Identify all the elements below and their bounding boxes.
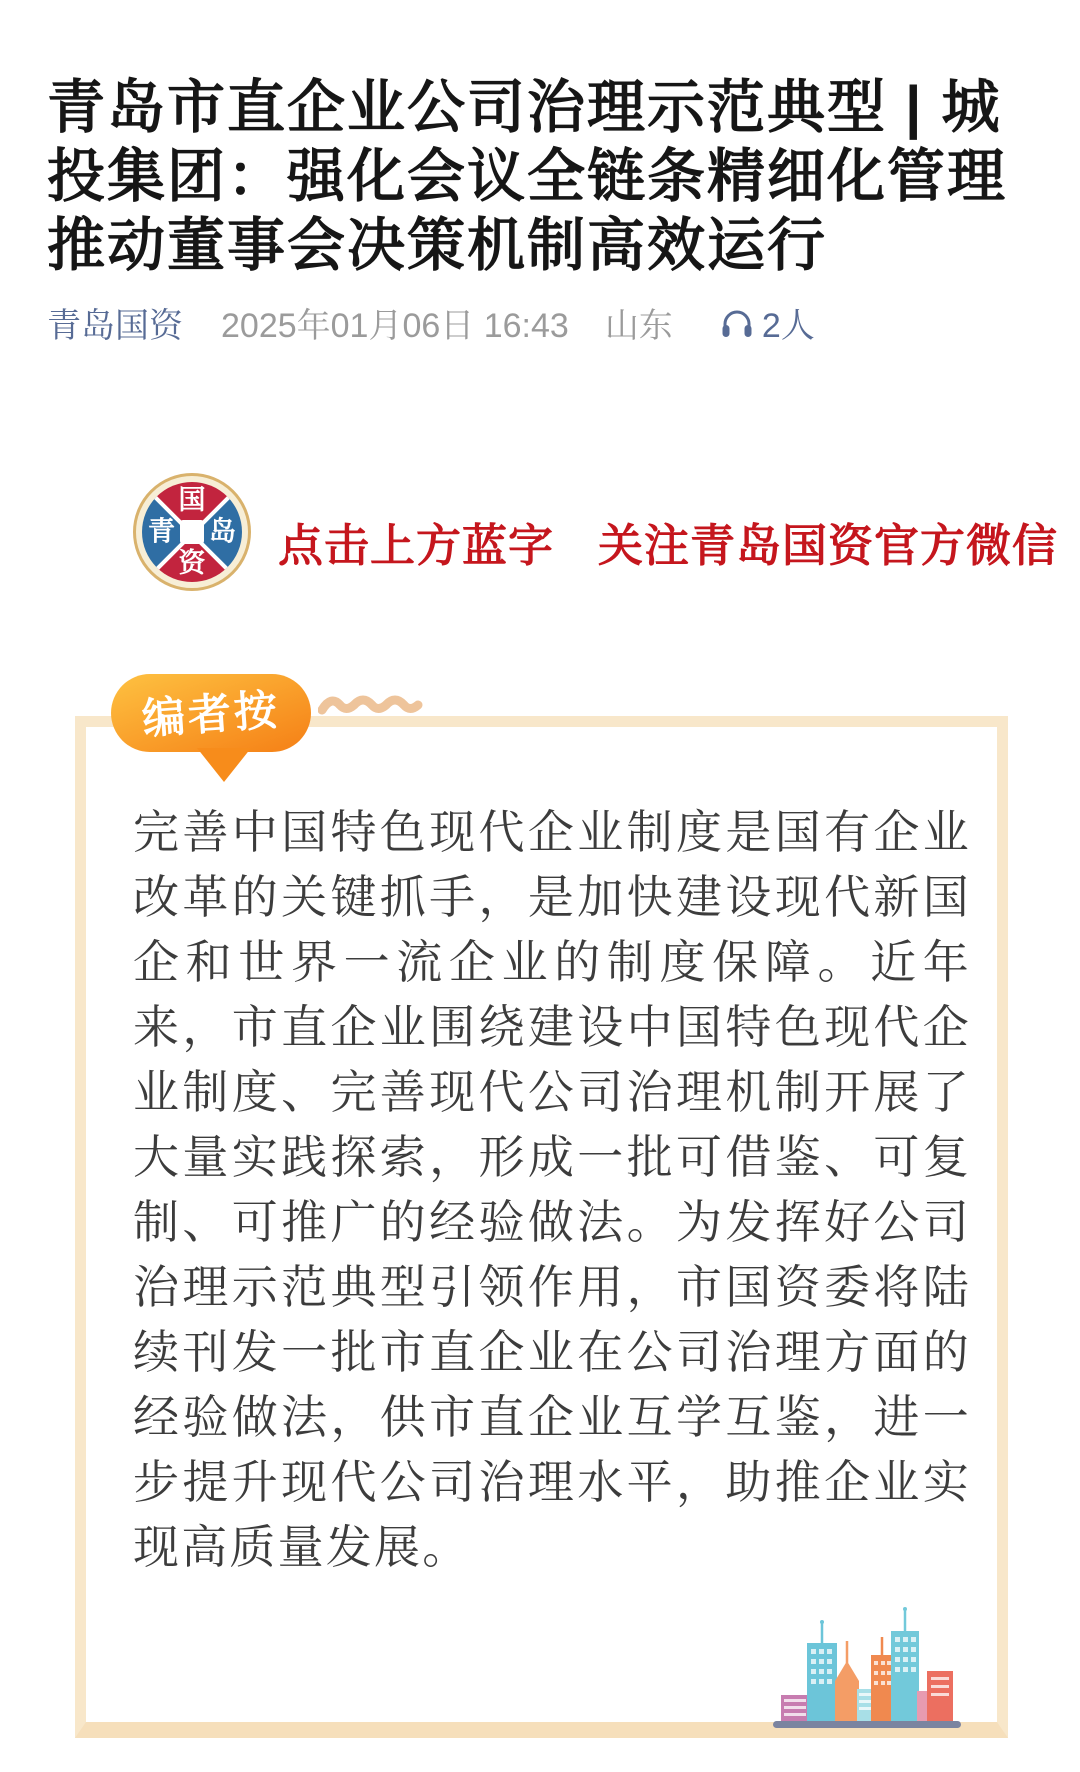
banner-slogan-part1: 点击上方蓝字 [278,520,555,571]
account-name-link[interactable]: 青岛国资 [47,306,183,345]
qingdao-guozi-emblem [133,473,251,591]
emblem-quadrants [142,482,242,582]
publish-location: 山东 [604,306,673,345]
listen-count-button[interactable] [719,298,815,347]
emblem-char-left: 青 [148,516,175,547]
editor-note-badge-tail [197,748,251,782]
emblem-char-right: 岛 [209,516,236,547]
editor-note-badge [111,674,311,752]
city-skyline-illustration [773,1597,965,1730]
emblem-char-bottom: 资 [178,548,206,578]
follow-banner [278,509,1058,574]
emblem-char-top: 国 [178,485,206,515]
listen-count-label: 2人 [761,306,815,345]
wavy-line-decoration [318,690,432,722]
headphones-icon [719,305,755,339]
banner-slogan-part2: 关注青岛国资官方微信 [598,520,1059,571]
article-meta-row [47,300,1042,344]
article-title: 青岛市直企业公司治理示范典型 | 城投集团：强化会议全链条精细化管理 推动董事会决策机制高效运行 [47,74,1008,278]
publish-time: 2025年01月06日 16:43 [221,306,569,345]
editor-note-body: 完善中国特色现代企业制度是国有企业改革的关键抓手，是加快建设现代新国企和世界一流企业的制度保障。近年来，市直企业围绕建设中国特色现代企业制度、完善现代公司治理机制开展了大量实践探索，形成一批可借鉴、可复制、可推广的经验做法。为发挥好公司治理示范典型引领作用，市国资委将陆续刊发一批市直企业在公司治理方面的经验做法，供市直企业互学互鉴，进一步提升现代公司治理水平，助推企业实现高质量发展。 [133,806,971,1573]
emblem-center-square [180,520,204,544]
editor-note-badge-label: 编者按 [140,685,282,744]
